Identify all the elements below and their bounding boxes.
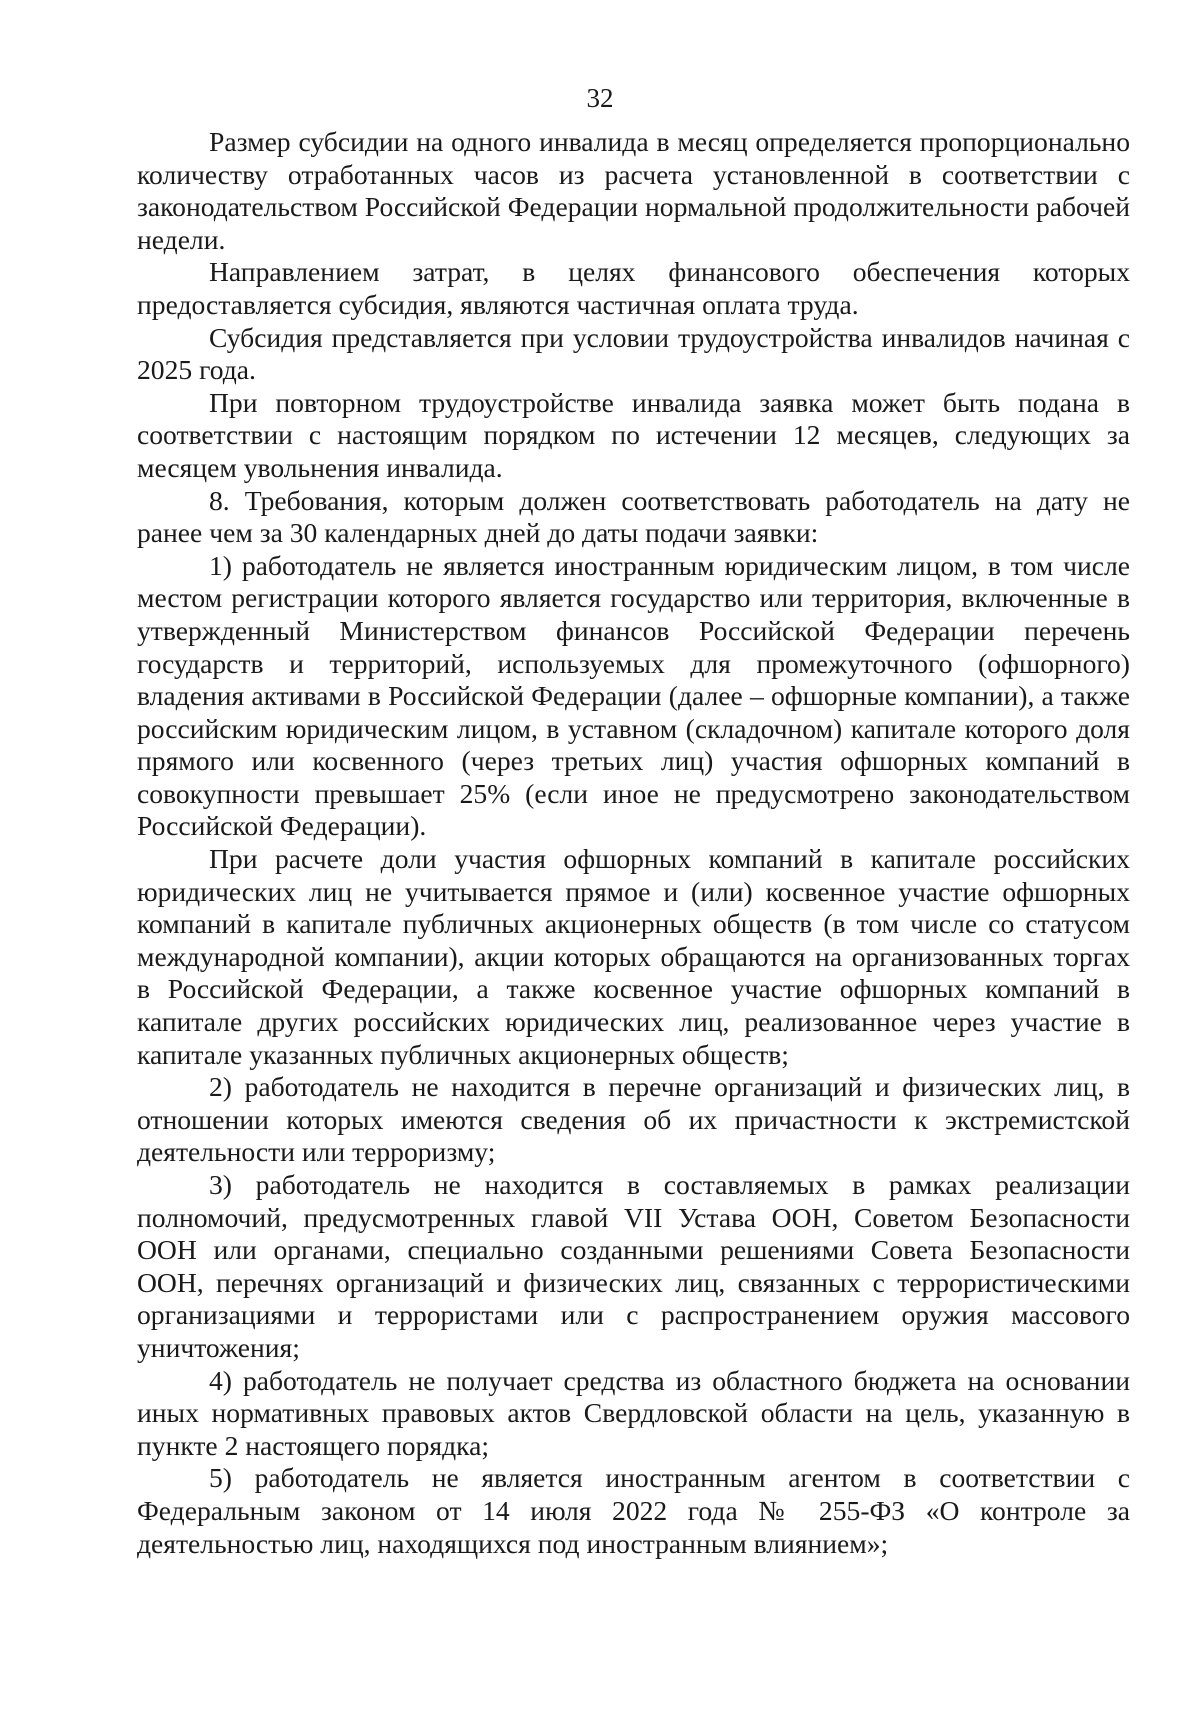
page-number: 32 <box>586 83 614 113</box>
paragraph-requirement-2: 2) работодатель не находится в перечне организаций и физических лиц, в отношении которых имеются сведения об их причастности к экстремистской деятельности или терроризму; <box>137 1071 1130 1168</box>
paragraph-cost-direction: Направлением затрат, в целях финансового обеспечения которых предоставляется субсидия, являются частичная оплата труда. <box>137 256 1130 320</box>
document-body <box>137 126 1130 1560</box>
paragraph-offshore-calculation: При расчете доли участия офшорных компаний в капитале российских юридических лиц не учитывается прямое и (или) косвенное участие офшорных компаний в капитале публичных акционерных обществ (в том числе со статусом международной компании), акции которых обращаются на организованных торгах в Российской Федерации, а также косвенное участие офшорных компаний в капитале других российских юридических лиц, реализованное через участие в капитале указанных публичных акционерных обществ; <box>137 843 1130 1070</box>
paragraph-repeat-employment: При повторном трудоустройстве инвалида заявка может быть подана в соответствии с настоящим порядком по истечении 12 месяцев, следующих за месяцем увольнения инвалида. <box>137 386 1130 483</box>
paragraph-requirement-1: 1) работодатель не является иностранным юридическим лицом, в том числе местом регистрации которого является государство или территория, включенные в утвержденный Министерством финансов Российской Федерации перечень государств и территорий, используемых для промежуточного (офшорного) владения активами в Российской Федерации (далее – офшорные компании), а также российским юридическим лицом, в уставном (складочном) капитале которого доля прямого или косвенного (через третьих лиц) участия офшорных компаний в совокупности превышает 25% (если иное не предусмотрено законодательством Российской Федерации). <box>137 549 1130 842</box>
paragraph-requirement-3: 3) работодатель не находится в составляемых в рамках реализации полномочий, предусмотренных главой VII Устава ООН, Советом Безопасности ООН или органами, специально созданными решениями Совета Безопасности ООН, перечнях организаций и физических лиц, связанных с террористическими организациями и террористами или с распространением оружия массового уничтожения; <box>137 1169 1130 1363</box>
paragraph-requirement-5: 5) работодатель не является иностранным агентом в соответствии с Федеральным законом от 14 июля 2022 года № 255-ФЗ «О контроле за деятельностью лиц, находящихся под иностранным влиянием»; <box>137 1462 1130 1559</box>
paragraph-requirements-8: 8. Требования, которым должен соответствовать работодатель на дату не ранее чем за 30 календарных дней до даты подачи заявки: <box>137 484 1130 549</box>
paragraph-requirement-4: 4) работодатель не получает средства из областного бюджета на основании иных нормативных правовых актов Свердловской области на цель, указанную в пункте 2 настоящего порядка; <box>137 1364 1130 1461</box>
paragraph-subsidy-size: Размер субсидии на одного инвалида в месяц определяется пропорционально количеству отработанных часов из расчета установленной в соответствии с законодательством Российской Федерации нормальной продолжительности рабочей недели. <box>137 126 1130 255</box>
paragraph-subsidy-condition: Субсидия представляется при условии трудоустройства инвалидов начиная с 2025 года. <box>137 321 1130 386</box>
